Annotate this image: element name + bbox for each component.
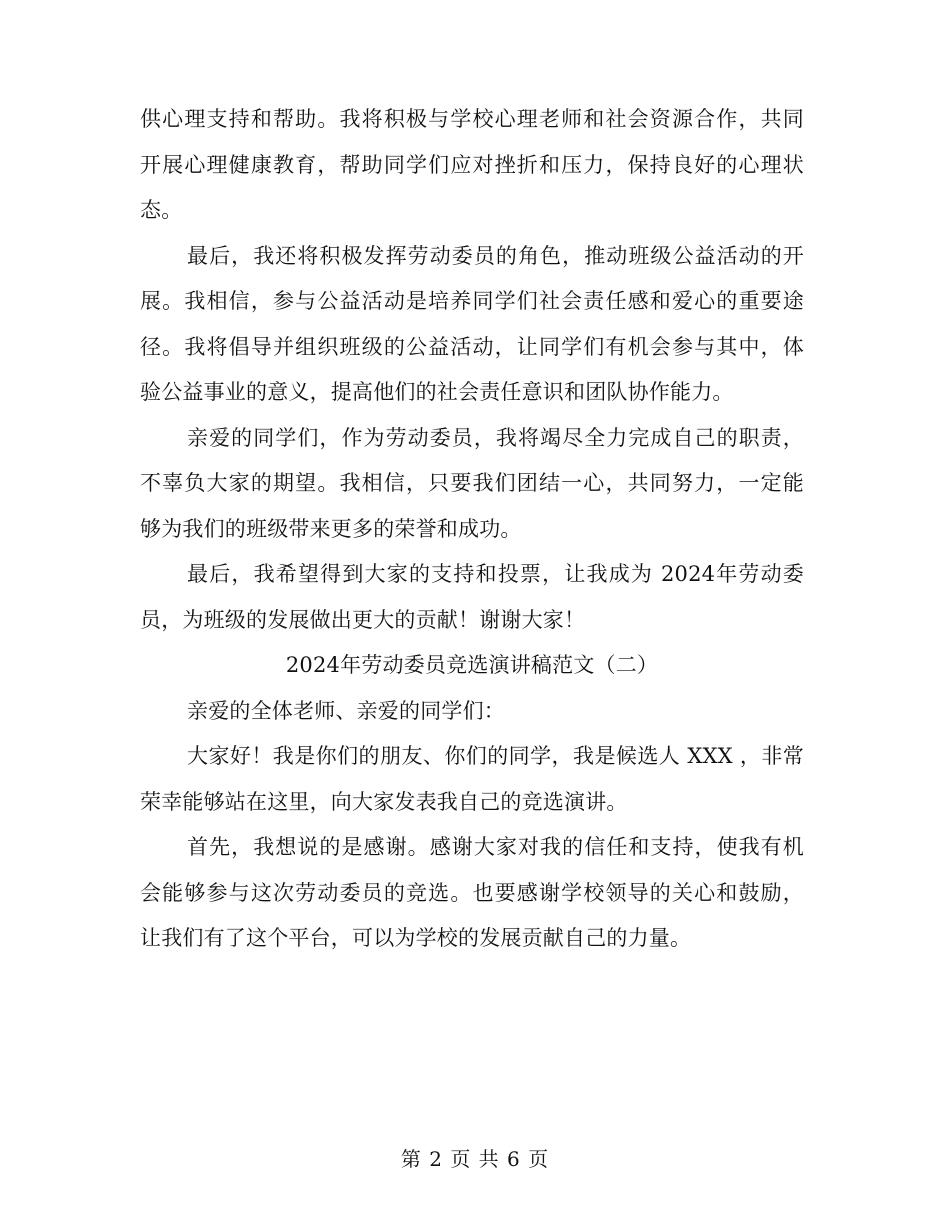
paragraph-first-line: 大家好！我是你们的朋友、你们的同学，我是候选人 XXX ，非常	[187, 744, 804, 768]
body-line: 会能够参与这次劳动委员的竞选。也要感谢学校领导的关心和鼓励，	[140, 880, 804, 905]
paragraph-first-line: 亲爱的同学们，作为劳动委员，我将竭尽全力完成自己的职责，	[187, 425, 804, 450]
body-line: 荣幸能够站在这里，向大家发表我自己的竞选演讲。	[140, 789, 628, 814]
body-line: 员，为班级的发展做出更大的贡献！谢谢大家！	[140, 607, 586, 632]
paragraph-first-line: 最后，我还将积极发挥劳动委员的角色，推动班级公益活动的开	[187, 243, 804, 268]
body-line: 态。	[140, 198, 183, 222]
paragraph-first-line: 最后，我希望得到大家的支持和投票，让我成为 2024年劳动委	[187, 562, 804, 586]
body-line: 径。我将倡导并组织班级的公益活动，让同学们有机会参与其中，体	[140, 334, 804, 359]
body-line: 不辜负大家的期望。我相信，只要我们团结一心，共同努力，一定能	[140, 471, 804, 495]
salutation: 亲爱的全体老师、亲爱的同学们：	[187, 698, 505, 723]
page-number-footer: 第 2 页 共 6 页	[400, 1147, 550, 1171]
body-line: 供心理支持和帮助。我将积极与学校心理老师和社会资源合作，共同	[140, 107, 804, 131]
section-title: 2024年劳动委员竞选演讲稿范文（二）	[285, 653, 659, 677]
body-line: 让我们有了这个平台，可以为学校的发展贡献自己的力量。	[140, 926, 692, 950]
document-body	[140, 97, 804, 962]
paragraph-first-line: 首先，我想说的是感谢。感谢大家对我的信任和支持，使我有机	[187, 835, 804, 859]
body-line: 验公益事业的意义，提高他们的社会责任意识和团队协作能力。	[140, 380, 734, 404]
body-line: 展。我相信，参与公益活动是培养同学们社会责任感和爱心的重要途	[140, 289, 804, 313]
body-line: 够为我们的班级带来更多的荣誉和成功。	[140, 516, 522, 541]
body-line: 开展心理健康教育，帮助同学们应对挫折和压力，保持良好的心理状	[140, 152, 804, 177]
